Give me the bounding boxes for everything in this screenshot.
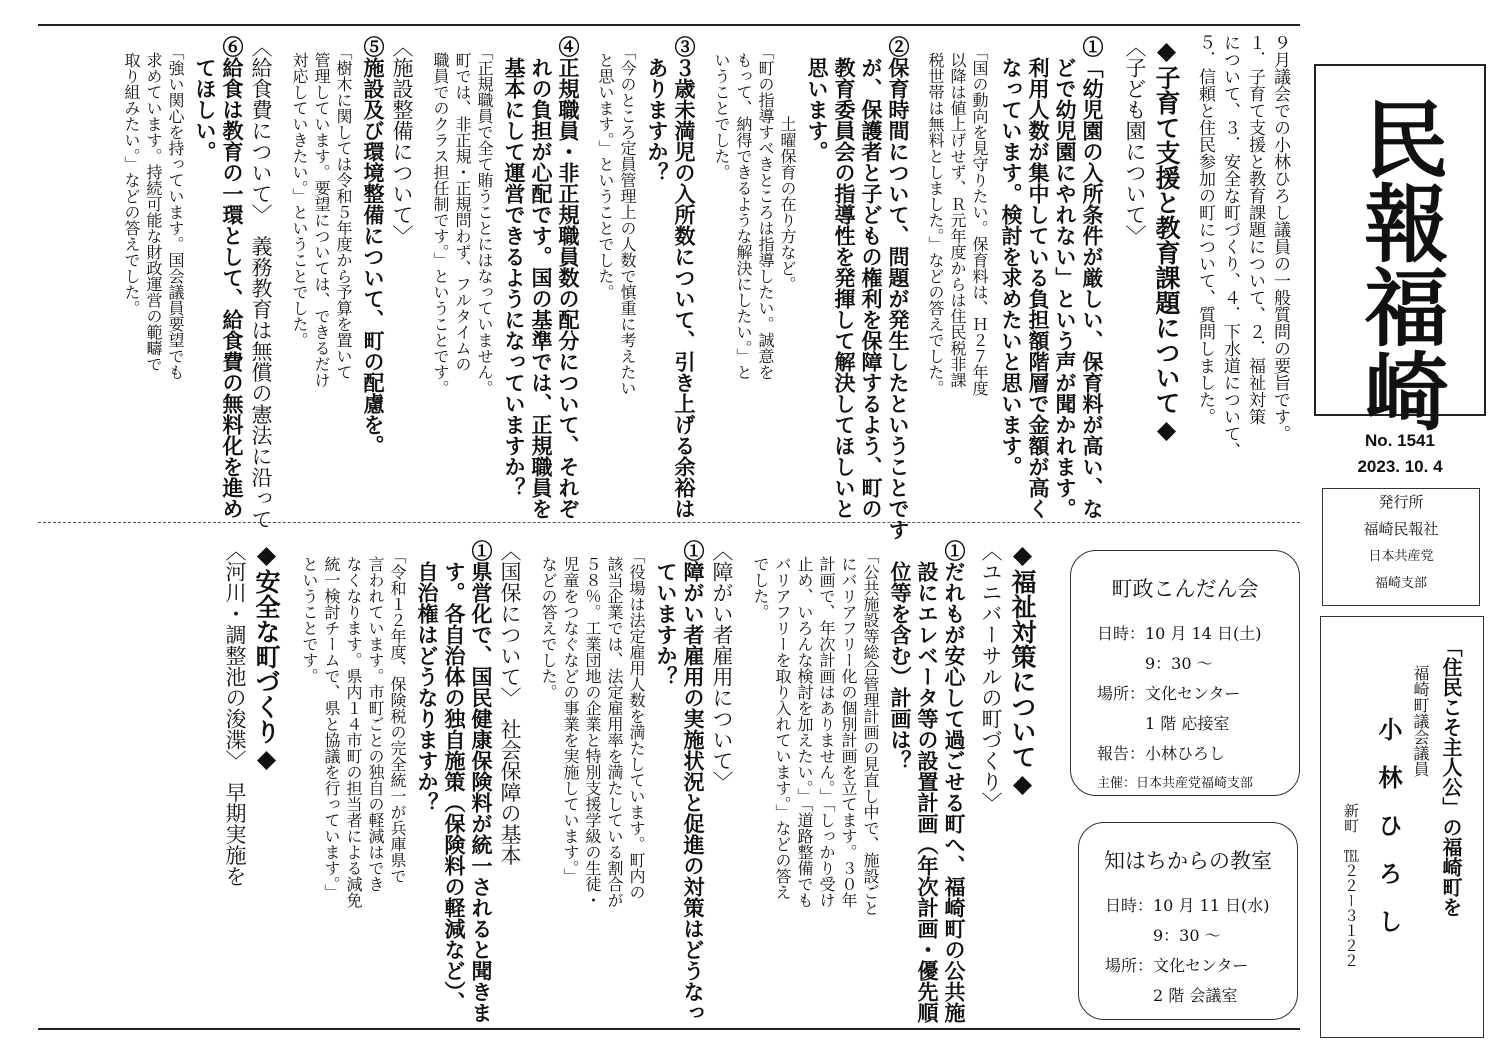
answer-line: 該当企業では、法定雇用率を満たしている割合が (605, 540, 624, 908)
answer-line: と思います。」ということでした。 (596, 36, 615, 300)
intro-line: ５．信頼と住民参加の町について、質問しました。 (1195, 34, 1215, 425)
top-rule (38, 24, 1300, 26)
question-line: ⑤施設及び環境整備について、町の配慮を。 (361, 36, 386, 456)
masthead (1314, 64, 1486, 432)
question-line: どで幼児園にやれない」という声が聞かれます。 (1053, 36, 1078, 519)
answer-line: 児童をつなぐなどの事業を実施しています。」 (561, 540, 580, 884)
answer-line: などの答えでした。 (539, 540, 558, 700)
answer-line: ということです。 (300, 540, 319, 684)
publisher-party: 日本共産党 (1368, 549, 1434, 564)
section-heading: ◆福祉対策について◆ (1008, 540, 1037, 798)
answer-line: 「今のところ定員管理上の人数で慎重に考えたい (618, 36, 637, 396)
intro-line: について、３．安全な町づくり、４．下水道について、 (1220, 34, 1240, 459)
question-line: 思います。 (805, 36, 830, 162)
question-line: ていますか？ (654, 540, 679, 687)
section-heading: ◆子育て支援と教育課題について◆ (1152, 36, 1181, 444)
answer-line: なくなります。県内１４市町の担当者による減免 (344, 540, 363, 908)
profile-box (1320, 616, 1484, 1038)
answer-line: 「町の指導すべきところは指導したい。誠意を (756, 36, 775, 380)
answer-line: 「公共施設等総合管理計画の見直し中で、施設ごと (861, 540, 880, 916)
event-row: 2 階 会議室 (1105, 986, 1238, 1005)
question-line: が、保護者と子どもの権利を保障するよう、町の (859, 36, 884, 519)
answer-line: 計画で、年次計画はありません。」「しっかり受け (817, 540, 836, 908)
event-box-kondankai (1070, 550, 1300, 796)
question-line: 教育委員会の指導性を発揮して解決してほしいと (832, 36, 857, 519)
masthead-title: 民報福崎 (1351, 96, 1449, 432)
publisher-branch: 福崎支部 (1374, 576, 1427, 591)
question-line: 基本にして運営できるようになっていますか？ (502, 36, 527, 498)
answer-line: 管理しています。要望については、できるだけ (312, 36, 331, 388)
section-subheading: 〈河川・調整池の浚渫〉 早期実施を (223, 540, 247, 887)
question-line: ①「幼児園の入所条件が厳しい、保育料が高い、な (1080, 36, 1105, 519)
issue-number: No. 1541 (1365, 431, 1435, 450)
answer-line: 町では、非正規・正規問わず、フルタイムの (453, 36, 472, 372)
question-line: 利用人数が集中している負担額階層で金額が高く (1026, 36, 1051, 519)
sub-heading: 〈国保について〉 社会保障の基本 (498, 540, 522, 866)
profile-name: 小 林 ひ ろ し (1374, 717, 1403, 933)
sub-heading: 〈施設整備について〉 (390, 36, 414, 246)
event-row: 場所：文化センター (1105, 956, 1249, 975)
event-title: 知はちからの教室 (1104, 849, 1272, 873)
question-line: ⑥給食は教育の一環として、給食費の無料化を進め (220, 36, 245, 519)
publisher-box (1322, 488, 1480, 606)
answer-line: 統一検討チームで、県と協議を行っています。」 (322, 540, 341, 900)
profile-address: 新町 ℡２２ー３１２２ (1342, 803, 1360, 968)
answer-line: 「正規職員で全て賄うことにはなっていません。 (475, 36, 494, 396)
answer-line: 止め、いろんな検討を加えたい。」「道路整備でも (795, 540, 814, 908)
publisher-label: 発行所 (1378, 493, 1424, 511)
question-line: てほしい。 (193, 36, 218, 162)
question-line: ①県営化で、国民健康保険料が統一されると聞きま (469, 540, 494, 1023)
event-row: 9：30 〜 (1097, 654, 1213, 673)
answer-line: でした。 (751, 540, 770, 620)
question-line: ②保育時間について、問題が発生したということです (886, 36, 911, 540)
issue-date: 2023. 10. 4 (1357, 457, 1443, 476)
answer-line: 以降は値上げせず、Ｒ元年度からは住民税非課 (948, 36, 967, 388)
question-line: 位等を含む）計画は？ (888, 540, 913, 771)
intro (1192, 34, 1292, 514)
event-row: 日時：10 月 14 日(土) (1097, 624, 1262, 643)
answer-line: いうことでした。 (712, 36, 731, 180)
answer-line: 「国の動向を見守りたい。保育料は、Ｈ２７年度 (970, 36, 989, 396)
answer-line: もって、納得できるような解決にしたい。」と (734, 36, 753, 380)
event-box-kyoshitsu (1078, 822, 1298, 1020)
question-line: す。各自治体の独自施策（保険料の軽減など）、 (442, 540, 467, 1013)
profile-role: 福崎町議会議員 (1411, 665, 1430, 777)
profile-slogan: 「住民こそ主人公」の福崎町を (1439, 637, 1463, 917)
answer-line: ５８％。工業団地の企業と特別支援学級の生徒・ (583, 540, 602, 908)
sub-heading: 〈障がい者雇用について〉 (710, 540, 734, 792)
bottom-rule (38, 1028, 1300, 1030)
question-line: ③３歳未満児の入所数について、引き上げる余裕は (672, 36, 697, 519)
answer-line: 税世帯は無料としました。」などの答えでした。 (926, 36, 945, 396)
question-line: ①障がい者雇用の実施状況と促進の対策はどうなっ (681, 540, 706, 1023)
question-line: れの負担が心配です。国の基準では、正規職員を (529, 36, 554, 519)
event-row: 日時：10 月 11 日(水) (1105, 896, 1270, 915)
event-row: 1 階 応接室 (1097, 714, 1230, 733)
section-subheading: 〈ユニバーサルの町づくり〉 (979, 540, 1003, 813)
answer-line: 土曜保育の在り方など。 (778, 36, 797, 292)
answer-line: 対応していきたい。」ということでした。 (290, 36, 309, 348)
section-subheading: 〈子ども園について〉 (1123, 36, 1147, 246)
section-divider (38, 522, 1300, 523)
answer-line: 「役場は法定雇用人数を満たしています。町内の (627, 540, 646, 900)
event-title: 町政こんだん会 (1111, 577, 1259, 601)
intro-line: ９月議会での小林ひろし議員の一般質問の要旨です。 (1270, 34, 1290, 442)
intro-line: １．子育て支援と教育課題について、２．福祉対策 (1245, 34, 1265, 425)
question-line: ④正規職員・非正規職員数の配分について、それぞ (556, 36, 581, 519)
event-organizer: 主催：日本共産党福崎支部 (1097, 776, 1254, 791)
event-row: 場所：文化センター (1097, 684, 1241, 703)
section-heading: ◆安全な町づくり◆ (252, 540, 281, 773)
issue-info (1320, 428, 1480, 480)
event-row: 9：30 〜 (1105, 926, 1221, 945)
sub-heading: 〈給食費について〉 義務教育は無償の憲法に沿って (249, 36, 273, 530)
answer-line: 求めています。持続可能な財政運営の範疇で (144, 36, 163, 372)
bottom-section (220, 540, 1038, 1022)
answer-line: 取り組みたい。」などの答えでした。 (122, 36, 141, 316)
answer-line: バリアフリーを取り入れています。」などの答え (773, 540, 792, 900)
event-row: 報告：小林ひろし (1097, 744, 1226, 763)
answer-line: 「令和１２年度、保険税の完全統一が兵庫県で (388, 540, 407, 884)
answer-line: 言われています。市町ごとの独自の軽減はでき (366, 540, 385, 892)
question-line: 設にエレベータ等の設置計画（年次計画・優先順 (915, 540, 940, 1023)
answer-line: 「樹木に関しては令和５年度から予算を置いて (334, 36, 353, 380)
top-section (120, 36, 1182, 540)
answer-line: 職員でのクラス担任制です。」ということです。 (431, 36, 450, 396)
publisher-company: 福崎民報社 (1363, 520, 1439, 538)
answer-line: にバリアフリー化の個別計画を立てます。３０年 (839, 540, 858, 908)
question-line: ありますか？ (645, 36, 670, 183)
question-line: なっています。検討を求めたいと思います。 (999, 36, 1024, 477)
answer-line: 「強い関心を持っています。国会議員要望でも (166, 36, 185, 380)
question-line: ①だれもが安心して過ごせる町へ、福崎町の公共施 (942, 540, 967, 1023)
question-line: 自治権はどうなりますか？ (415, 540, 440, 813)
